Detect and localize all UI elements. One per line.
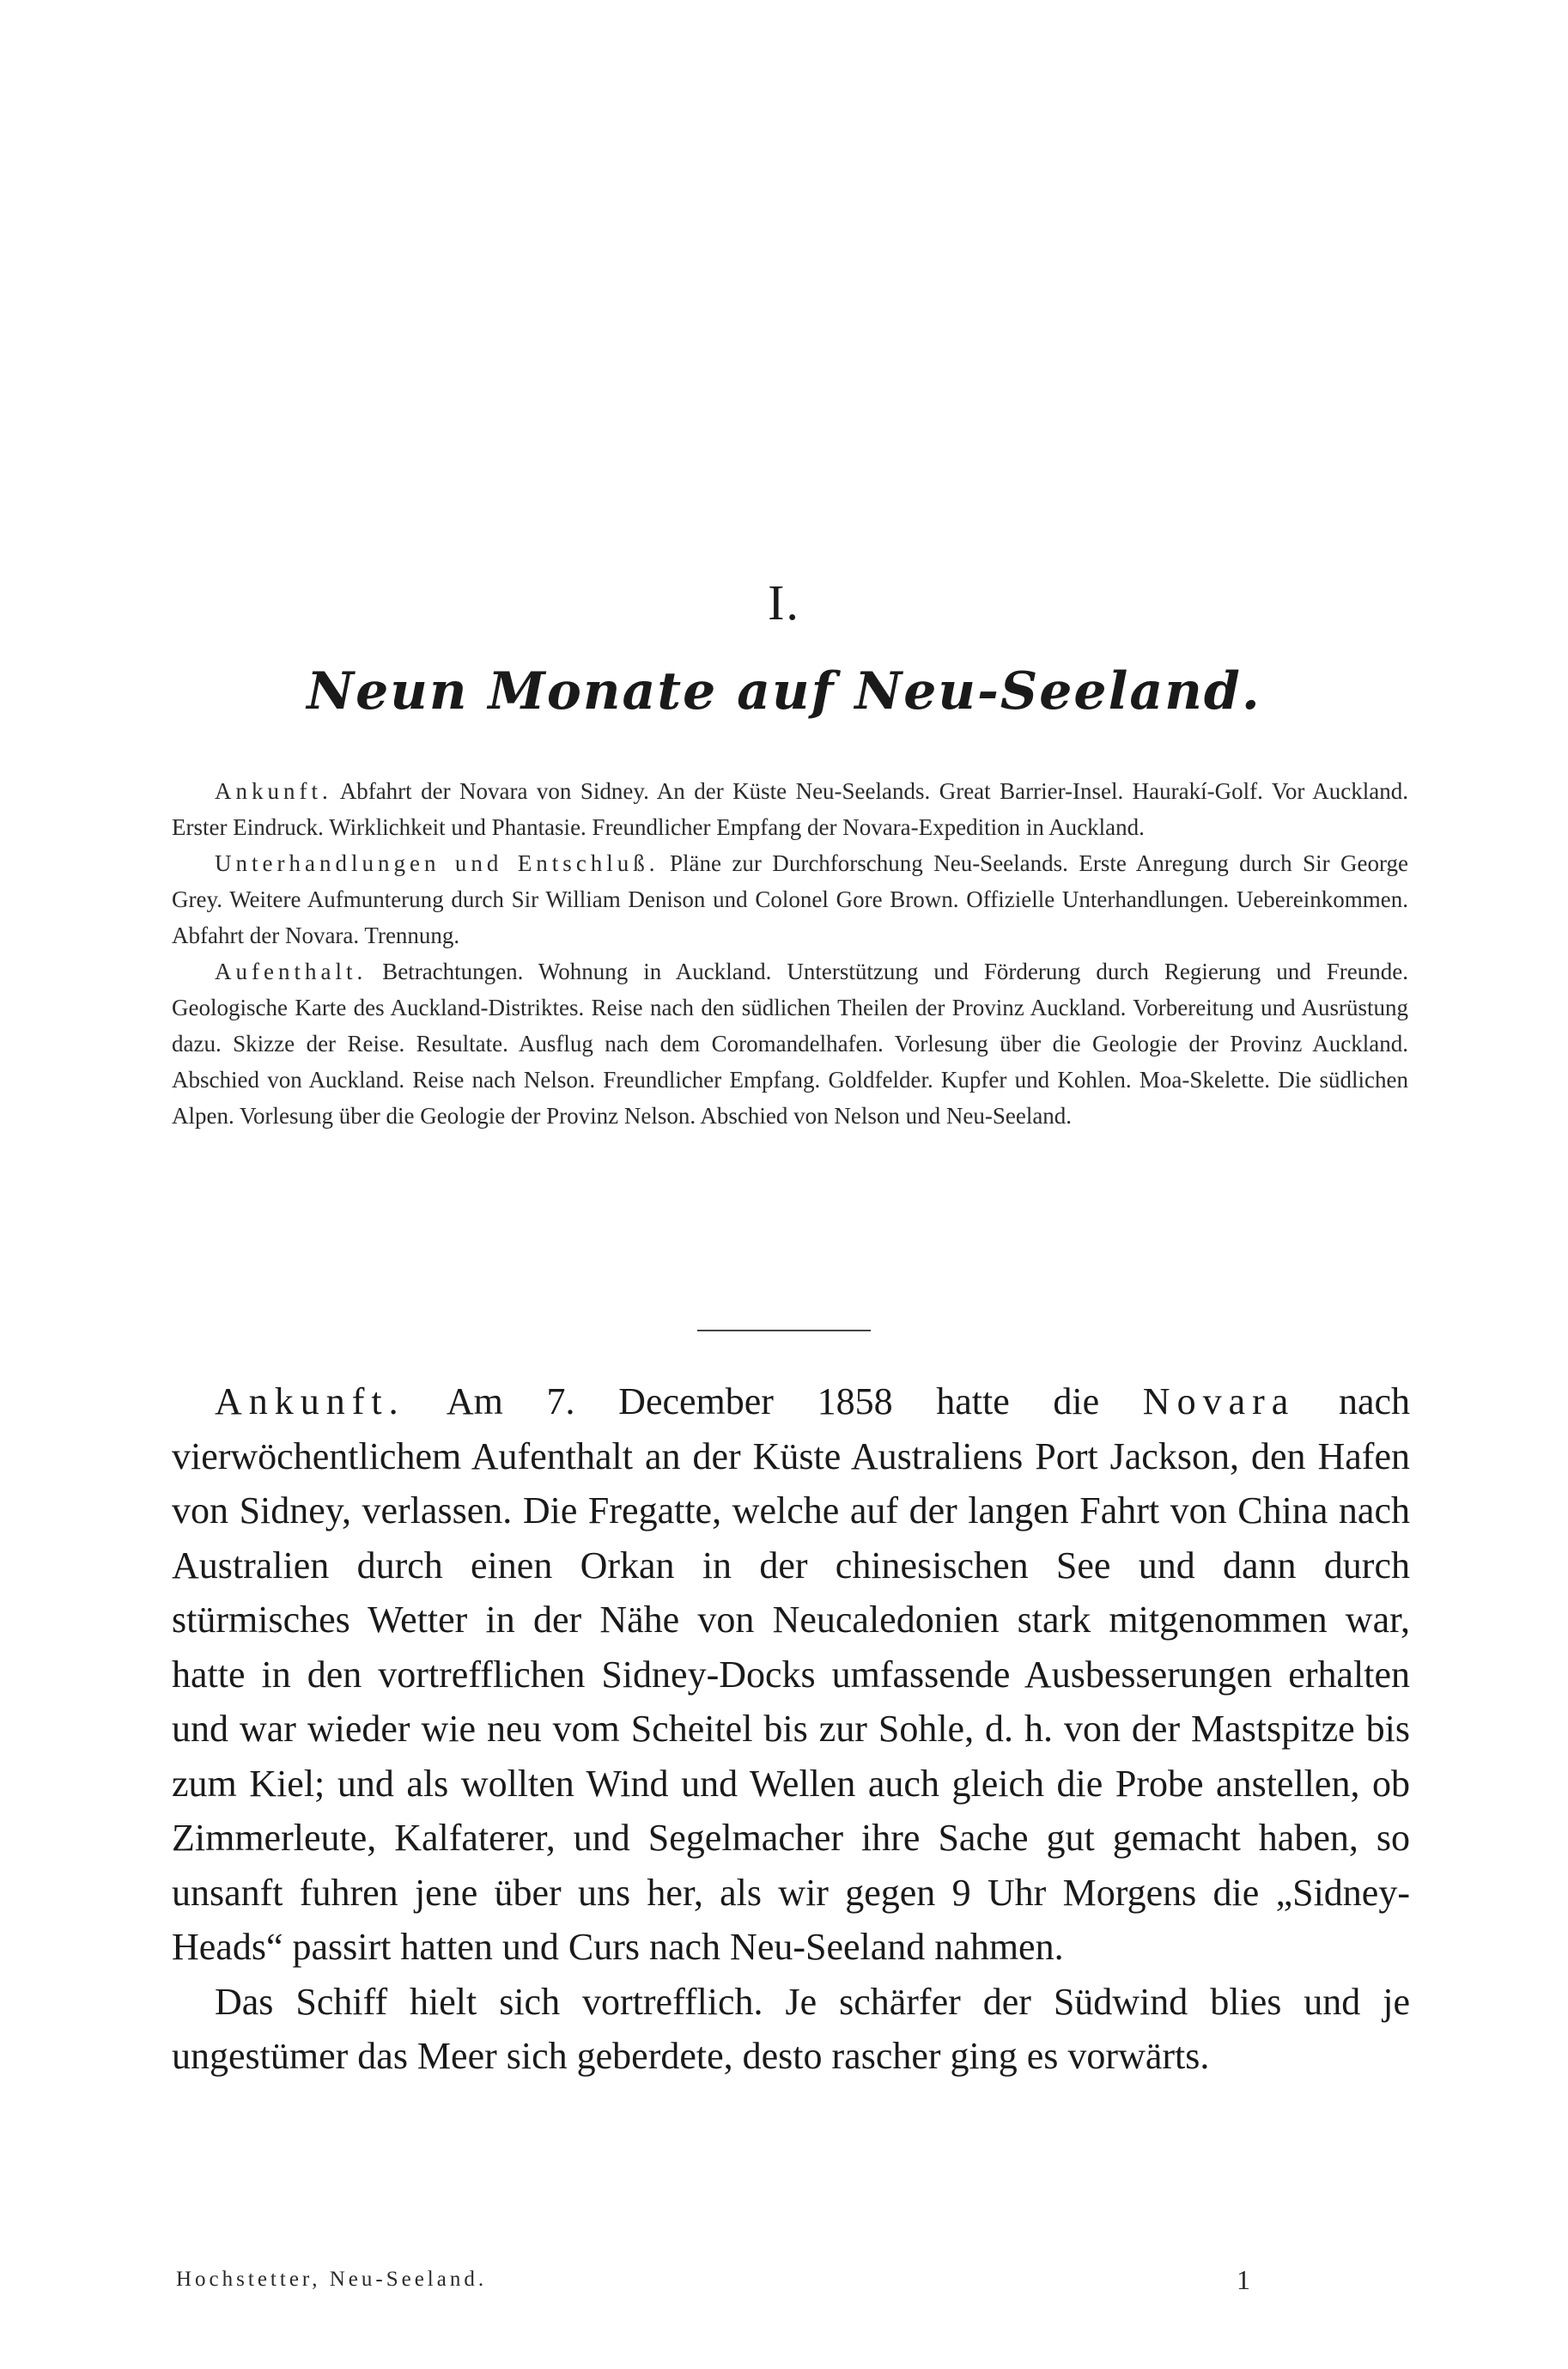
page-footer [172, 2264, 1410, 2302]
ship-name: Novara [1142, 1380, 1296, 1422]
chapter-title: Neun Monate auf Neu-Seeland. [307, 661, 1261, 722]
section-divider [697, 1330, 871, 1331]
body-paragraph [172, 1374, 1410, 1975]
summary-lead: Aufenthalt. [215, 959, 368, 984]
body-paragraph: Das Schiff hielt sich vortrefflich. Je schärfer der Südwind blies und je ungestümer das Meer sich geberdete, desto rascher ging es vorwärts. [172, 1980, 1410, 2077]
chapter-summary [172, 773, 1408, 1134]
summary-text: Betrachtungen. Wohnung in Auckland. Unterstützung und Förderung durch Regierung und Freunde. Geologische Karte des Auckland-Distriktes. Reise nach den südlichen Theilen der Provinz Auckland. Vorbereitung und Ausrüstung dazu. Skizze der Reise. Resultate. Ausflug nach dem Coromandelhafen. Vorlesung über die Geologie der Provinz Auckland. Abschied von Auckland. Reise nach Nelson. Freundlicher Empfang. Goldfelder. Kupfer und Kohlen. Moa-Skelette. Die südlichen Alpen. Vorlesung über die Geologie der Provinz Nelson. Abschied von Nelson und Neu-Seeland. [172, 959, 1408, 1129]
chapter-number: I. [768, 575, 800, 630]
summary-lead: Unterhandlungen und Entschluß. [215, 850, 659, 876]
summary-paragraph [172, 773, 1408, 845]
summary-text: Pläne zur Durchforschung Neu-Seelands. Erste Anregung durch Sir George Grey. Weitere Aufmunterung durch Sir William Denison und Colonel Gore Brown. Offizielle Unterhandlungen. Uebereinkommen. Abfahrt der Novara. Trennung. [172, 850, 1408, 948]
summary-text: Abfahrt der Novara von Sidney. An der Küste Neu-Seelands. Great Barrier-Insel. Haurakí-Golf. Vor Auckland. Erster Eindruck. Wirklichkeit und Phantasie. Freundlicher Empfang der Novara-Expedition in Auckland. [172, 778, 1408, 840]
body-lead: Ankunft. [215, 1380, 405, 1422]
sheet-number: 1 [1237, 2264, 1250, 2295]
summary-paragraph [172, 845, 1408, 953]
body-text [172, 1374, 1410, 2084]
summary-lead: Ankunft. [215, 778, 332, 804]
footer-signature: Hochstetter, Neu-Seeland. [176, 2268, 488, 2291]
summary-paragraph [172, 953, 1408, 1134]
body-text-segment: nach vierwöchentlichem Aufenthalt an der Küste Australiens Port Jackson, den Hafen von Sidney, verlassen. Die Fregatte, welche auf der langen Fahrt von China nach Australien durch einen Orkan in der chinesischen See und dann durch stürmisches Wetter in der Nähe von Neucaledonien stark mitgenommen war, hatte in den vortrefflichen Sidney-Docks umfassende Ausbesserungen erhalten und war wieder wie neu vom Scheitel bis zur Sohle, d. h. von der Mastspitze bis zum Kiel; und als wollten Wind und Wellen auch gleich die Probe anstellen, ob Zimmerleute, Kalfaterer, und Segelmacher ihre Sache gut gemacht haben, so unsanft fuhren jene über uns her, als wir gegen 9 Uhr Morgens die „Sidney-Heads“ passirt hatten und Curs nach Neu-Seeland nahmen. [172, 1380, 1411, 1968]
body-text-segment: Am 7. December 1858 hatte die [404, 1380, 1143, 1422]
